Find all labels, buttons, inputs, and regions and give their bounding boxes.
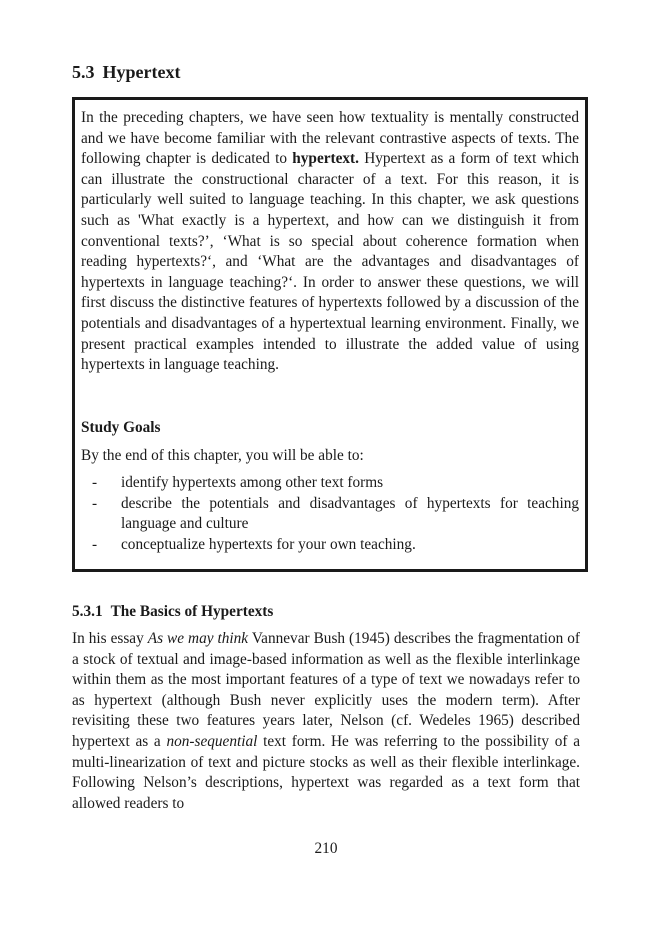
section-heading [72,62,180,83]
essay-title: As we may think [147,630,249,647]
page-number: 210 [314,840,338,857]
dash-bullet: - [92,535,98,553]
dash-bullet: - [92,473,98,491]
italic-term: non-sequential [166,732,258,750]
goal-text: identify hypertexts among other text forms [121,473,384,491]
dash-bullet: - [92,494,98,512]
book-page [72,0,580,928]
list-item [81,473,579,494]
intro-paragraph [81,108,579,376]
list-item [81,494,579,535]
body-text-part: text form. He was referring to the possibility of a multi-linearization of text and picture stocks as well as their flexible interlinkage. Following Nelson’s descriptions, hypertext was regarded as a text form that allowed readers to [72,732,581,812]
intro-text-rest: Hypertext as a form of text which can illustrate the constructional character of a text. For this reason, it is particularly well suited to language teaching. In this chapter, we ask questions such as 'What exactly is a hypertext, and how can we distinguish it from conventional texts?’, ‘What is so special about coherence formation when reading hypertexts?‘, and ‘What are the advantages and disadvantages of hypertexts in language teaching?‘. In order to answer these questions, we will first discuss the distinctive features of hypertexts followed by a discussion of the potentials and disadvantages of a hypertextual learning environment. Finally, we present practical examples intended to illustrate the added value of using hypertexts in language teaching. [81,150,579,374]
body-text-part: Vannevar Bush (1945) describes the fragmentation of a stock of textual and image-based information as well as the flexible interlinkage within them as the most important features of a type of text we nowadays refer to as hypertext (although Bush never explicitly uses the modern term). After revisiting these two features years later, Nelson (cf. Wedeles 1965) described hypertext as a [72,630,580,750]
section-number: 5.3 [72,62,95,82]
subsection-title-text: The Basics of Hypertexts [110,603,274,620]
section-title-text: Hypertext [102,62,181,82]
intro-bold-term: hypertext. [292,150,359,168]
goal-text: conceptualize hypertexts for your own teaching. [121,535,416,553]
subsection-heading [72,603,273,621]
goal-text: describe the potentials and disadvantages of hypertexts for teaching language and culture [121,494,579,533]
body-paragraph [72,629,580,814]
study-goals-list [81,473,579,555]
list-item [81,535,579,556]
body-text-part: In his essay [72,630,148,647]
intro-text-start: In the preceding chapters, we have seen how textuality is mentally constructed and we have become familiar with the relevant contrastive aspects of texts. The following chapter is dedicated to [81,109,579,168]
chapter-summary-box [72,97,588,572]
subsection-number: 5.3.1 [72,603,103,620]
study-goals-lead: By the end of this chapter, you will be able to: [81,447,364,465]
study-goals-heading: Study Goals [81,418,161,436]
